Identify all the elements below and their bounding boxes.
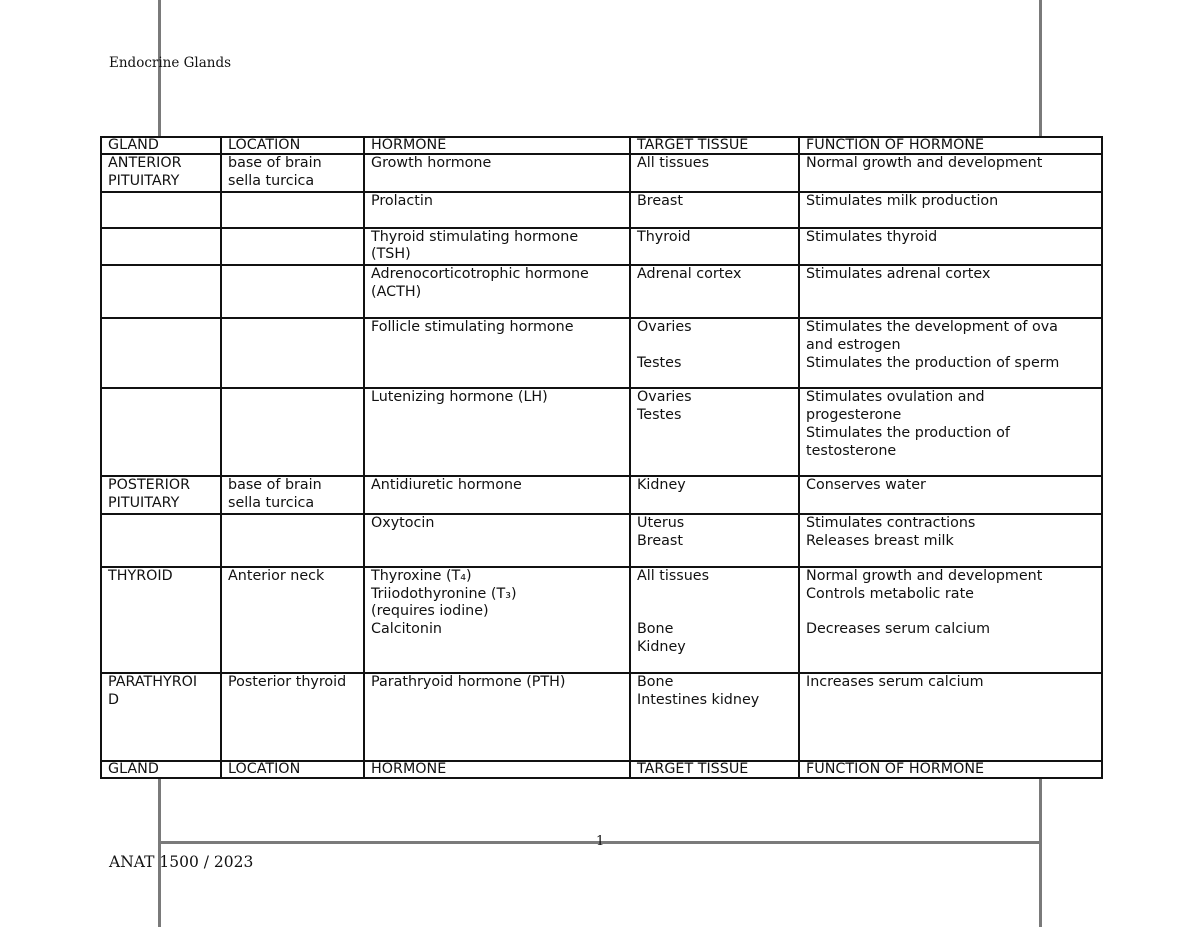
cell-location: [221, 318, 364, 388]
table-row: [101, 265, 1102, 318]
column-header-gland: GLAND: [101, 761, 221, 778]
cell-gland: THYROID: [101, 567, 221, 673]
column-header-location: LOCATION: [221, 137, 364, 154]
table-row: [101, 318, 1102, 388]
cell-gland: [101, 318, 221, 388]
endocrine-glands-table: [100, 136, 1103, 779]
cell-function: Stimulates thyroid: [799, 228, 1102, 266]
column-header-function: FUNCTION OF HORMONE: [799, 761, 1102, 778]
cell-location: Posterior thyroid: [221, 673, 364, 761]
cell-function: Stimulates contractions Releases breast milk: [799, 514, 1102, 567]
table-row: [101, 476, 1102, 514]
table-row: [101, 388, 1102, 476]
column-header-target-tissue: TARGET TISSUE: [630, 137, 799, 154]
cell-hormone: Thyroxine (T₄) Triiodothyronine (T₃) (requires iodine) Calcitonin: [364, 567, 630, 673]
cell-gland: [101, 265, 221, 318]
column-header-gland: GLAND: [101, 137, 221, 154]
cell-location: base of brain sella turcica: [221, 476, 364, 514]
cell-target-tissue: Thyroid: [630, 228, 799, 266]
cell-hormone: Parathryoid hormone (PTH): [364, 673, 630, 761]
cell-hormone: Thyroid stimulating hormone (TSH): [364, 228, 630, 266]
cell-location: [221, 192, 364, 228]
cell-gland: POSTERIOR PITUITARY: [101, 476, 221, 514]
cell-hormone: Follicle stimulating hormone: [364, 318, 630, 388]
cell-target-tissue: All tissues: [630, 154, 799, 192]
table-row: [101, 154, 1102, 192]
cell-hormone: Oxytocin: [364, 514, 630, 567]
cell-function: Stimulates adrenal cortex: [799, 265, 1102, 318]
cell-location: [221, 265, 364, 318]
column-header-hormone: HORMONE: [364, 761, 630, 778]
cell-gland: [101, 192, 221, 228]
cell-gland: [101, 388, 221, 476]
cell-gland: ANTERIOR PITUITARY: [101, 154, 221, 192]
table-repeated-header-row: [101, 761, 1102, 778]
cell-location: [221, 228, 364, 266]
cell-gland: [101, 228, 221, 266]
cell-hormone: Adrenocorticotrophic hormone (ACTH): [364, 265, 630, 318]
page-footer-course: ANAT 1500 / 2023: [109, 853, 254, 871]
column-header-location: LOCATION: [221, 761, 364, 778]
cell-target-tissue: Breast: [630, 192, 799, 228]
cell-function: Stimulates the development of ova and estrogen Stimulates the production of sperm: [799, 318, 1102, 388]
table-row: [101, 228, 1102, 266]
page-number: 1: [596, 834, 605, 849]
table-row: [101, 514, 1102, 567]
cell-target-tissue: Ovaries Testes: [630, 388, 799, 476]
cell-target-tissue: Uterus Breast: [630, 514, 799, 567]
cell-location: base of brain sella turcica: [221, 154, 364, 192]
cell-function: Stimulates ovulation and progesterone Stimulates the production of testosterone: [799, 388, 1102, 476]
cell-target-tissue: Bone Intestines kidney: [630, 673, 799, 761]
cell-target-tissue: Kidney: [630, 476, 799, 514]
table-row: [101, 192, 1102, 228]
column-header-function: FUNCTION OF HORMONE: [799, 137, 1102, 154]
cell-target-tissue: Ovaries Testes: [630, 318, 799, 388]
cell-hormone: Antidiuretic hormone: [364, 476, 630, 514]
table-row: [101, 673, 1102, 761]
cell-function: Stimulates milk production: [799, 192, 1102, 228]
cell-location: [221, 514, 364, 567]
cell-function: Normal growth and development: [799, 154, 1102, 192]
cell-location: [221, 388, 364, 476]
cell-hormone: Growth hormone: [364, 154, 630, 192]
table-header-row: [101, 137, 1102, 154]
cell-hormone: Prolactin: [364, 192, 630, 228]
cell-location: Anterior neck: [221, 567, 364, 673]
cell-target-tissue: Adrenal cortex: [630, 265, 799, 318]
cell-target-tissue: All tissues Bone Kidney: [630, 567, 799, 673]
cell-gland: PARATHYROI D: [101, 673, 221, 761]
cell-hormone: Lutenizing hormone (LH): [364, 388, 630, 476]
cell-function: Conserves water: [799, 476, 1102, 514]
table-row: [101, 567, 1102, 673]
cell-function: Increases serum calcium: [799, 673, 1102, 761]
page-header-title: Endocrine Glands: [109, 55, 232, 71]
column-header-target-tissue: TARGET TISSUE: [630, 761, 799, 778]
column-header-hormone: HORMONE: [364, 137, 630, 154]
cell-gland: [101, 514, 221, 567]
cell-function: Normal growth and development Controls metabolic rate Decreases serum calcium: [799, 567, 1102, 673]
